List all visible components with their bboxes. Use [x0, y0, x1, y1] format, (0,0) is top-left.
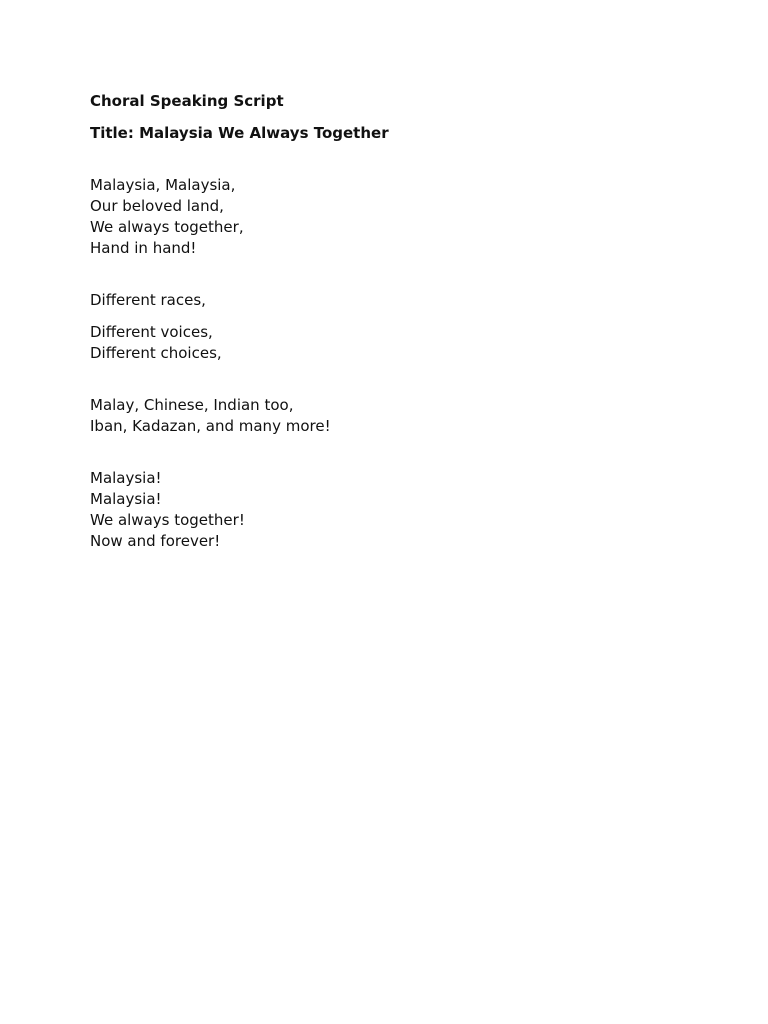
stanza-line: Different voices,	[90, 323, 213, 341]
document-page	[90, 91, 690, 552]
stanza-line: Malaysia!	[90, 469, 162, 487]
stanza-line: We always together!	[90, 511, 245, 529]
stanza-line: Hand in hand!	[90, 239, 197, 257]
stanza-line: Now and forever!	[90, 532, 221, 550]
stanza-line: Different choices,	[90, 344, 222, 362]
document-heading: Choral Speaking Script	[90, 92, 284, 110]
stanza-2	[90, 290, 690, 311]
stanza-4	[90, 395, 690, 437]
document-title: Title: Malaysia We Always Together	[90, 124, 389, 142]
stanza-5	[90, 468, 690, 552]
stanza-line: Malaysia!	[90, 490, 162, 508]
stanza-1	[90, 175, 690, 259]
stanza-line: Different races,	[90, 291, 206, 309]
stanza-3	[90, 322, 690, 364]
stanza-line: Iban, Kadazan, and many more!	[90, 417, 331, 435]
stanza-line: Malaysia, Malaysia,	[90, 176, 236, 194]
stanza-line: Malay, Chinese, Indian too,	[90, 396, 294, 414]
stanza-line: We always together,	[90, 218, 244, 236]
stanza-line: Our beloved land,	[90, 197, 224, 215]
